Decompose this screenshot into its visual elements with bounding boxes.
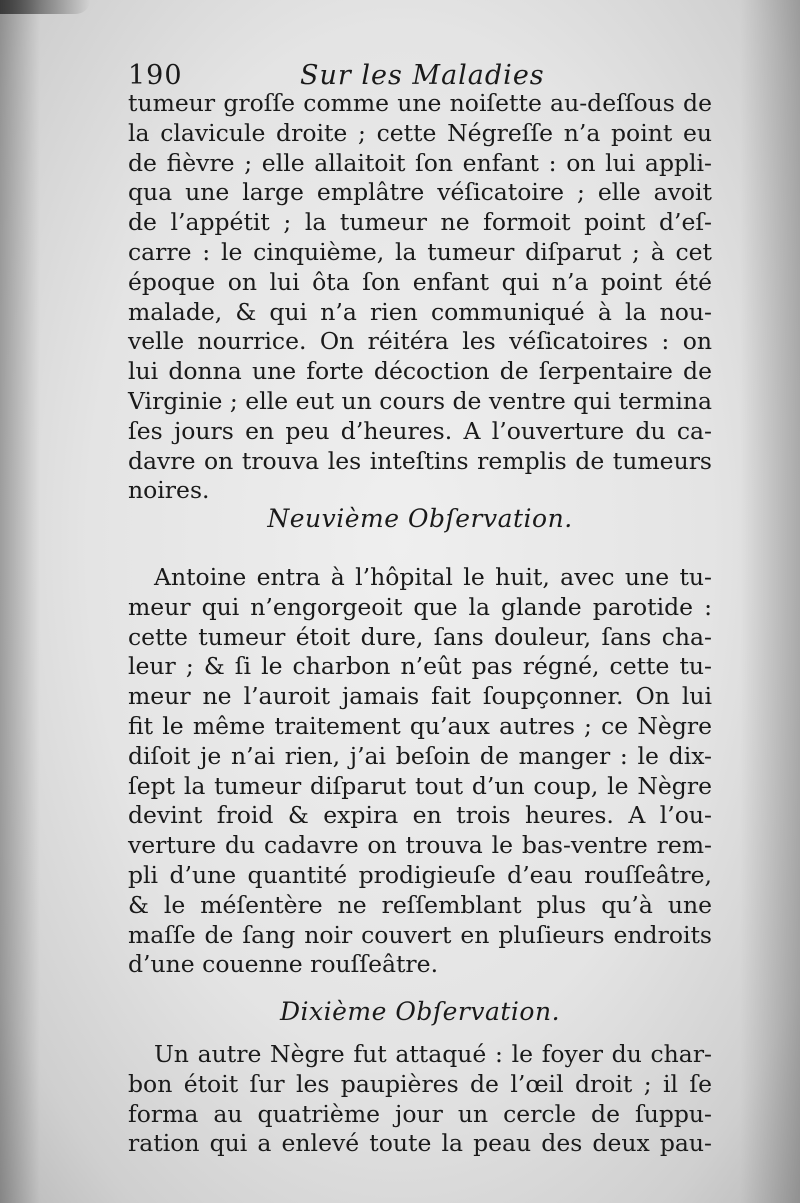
text-line: meur ne l’auroit jamais fait ſoupçonner. On lui xyxy=(128,682,712,711)
text-line: devint froid & expira en trois heures. A l’ou- xyxy=(128,801,712,830)
text-line: ration qui a enlevé toute la peau des deux pau- xyxy=(128,1129,712,1158)
text-line: forma au quatrième jour un cercle de ſuppu- xyxy=(128,1099,712,1128)
text-line: qua une large emplâtre véſicatoire ; elle avoit xyxy=(128,178,712,207)
text-line: velle nourrice. On réitéra les véſicatoires : on xyxy=(128,327,712,356)
section-heading-9: Neuvième Obſervation. xyxy=(267,504,573,533)
text-line: pli d’une quantité prodigieuſe d’eau rouſſeâtre, xyxy=(128,860,712,889)
paragraph-3 xyxy=(128,1040,712,1159)
text-line: de l’appétit ; la tumeur ne formoit point d’eſ- xyxy=(128,208,712,237)
text-line: Antoine entra à l’hôpital le huit, avec une tu- xyxy=(154,563,712,591)
text-line: leur ; & ſi le charbon n’eût pas régné, cette tu- xyxy=(128,652,712,681)
page-corner-shadow xyxy=(0,0,90,14)
text-line: carre : le cinquième, la tumeur diſparut ; à cet xyxy=(128,237,712,266)
running-title: Sur les Maladies xyxy=(300,60,545,91)
text-line: Un autre Nègre fut attaqué : le foyer du char- xyxy=(154,1040,712,1068)
text-line: la clavicule droite ; cette Négreſſe n’a point eu xyxy=(128,118,712,147)
page-edge-shadow-right xyxy=(740,0,800,1203)
text-line: ſes jours en peu d’heures. A l’ouverture du ca- xyxy=(128,416,712,445)
text-line: de fièvre ; elle allaitoit ſon enfant : on lui appli- xyxy=(128,148,712,177)
text-line: malade, & qui n’a rien communiqué à la nou- xyxy=(128,297,712,326)
section-heading-10: Dixième Obſervation. xyxy=(279,997,561,1026)
text-line: diſoit je n’ai rien, j’ai beſoin de manger : le dix- xyxy=(128,741,712,770)
text-line: lui donna une forte décoction de ſerpentaire de xyxy=(128,357,712,386)
text-line: & le méſentère ne reſſemblant plus qu’à une xyxy=(128,890,712,919)
text-line: Virginie ; elle eut un cours de ventre qui termina xyxy=(128,386,712,415)
text-line: verture du cadavre on trouva le bas-ventre rem- xyxy=(128,831,712,860)
text-line: meur qui n’engorgeoit que la glande parotide : xyxy=(128,592,712,621)
paragraph-1 xyxy=(128,89,712,506)
text-line: époque on lui ôta ſon enfant qui n’a point été xyxy=(128,267,712,296)
text-line: tumeur groſſe comme une noiſette au-deſſous de xyxy=(128,89,712,117)
page-number: 190 xyxy=(128,60,183,91)
text-line: maſſe de ſang noir couvert en pluſieurs endroits xyxy=(128,920,712,949)
text-line: ſept la tumeur diſparut tout d’un coup, le Nègre xyxy=(128,771,712,800)
paragraph-2 xyxy=(128,563,712,980)
text-line: noires. xyxy=(128,476,210,505)
text-line: davre on trouva les inteſtins remplis de tumeurs xyxy=(128,446,712,475)
page-edge-shadow-left xyxy=(0,0,40,1203)
text-line: bon étoit ſur les paupières de l’œil droit ; il ſe xyxy=(128,1069,712,1098)
text-line: cette tumeur étoit dure, ſans douleur, ſans cha- xyxy=(128,622,712,651)
text-line: d’une couenne rouſſeâtre. xyxy=(128,950,439,979)
text-line: fit le même traitement qu’aux autres ; ce Nègre xyxy=(128,711,712,740)
